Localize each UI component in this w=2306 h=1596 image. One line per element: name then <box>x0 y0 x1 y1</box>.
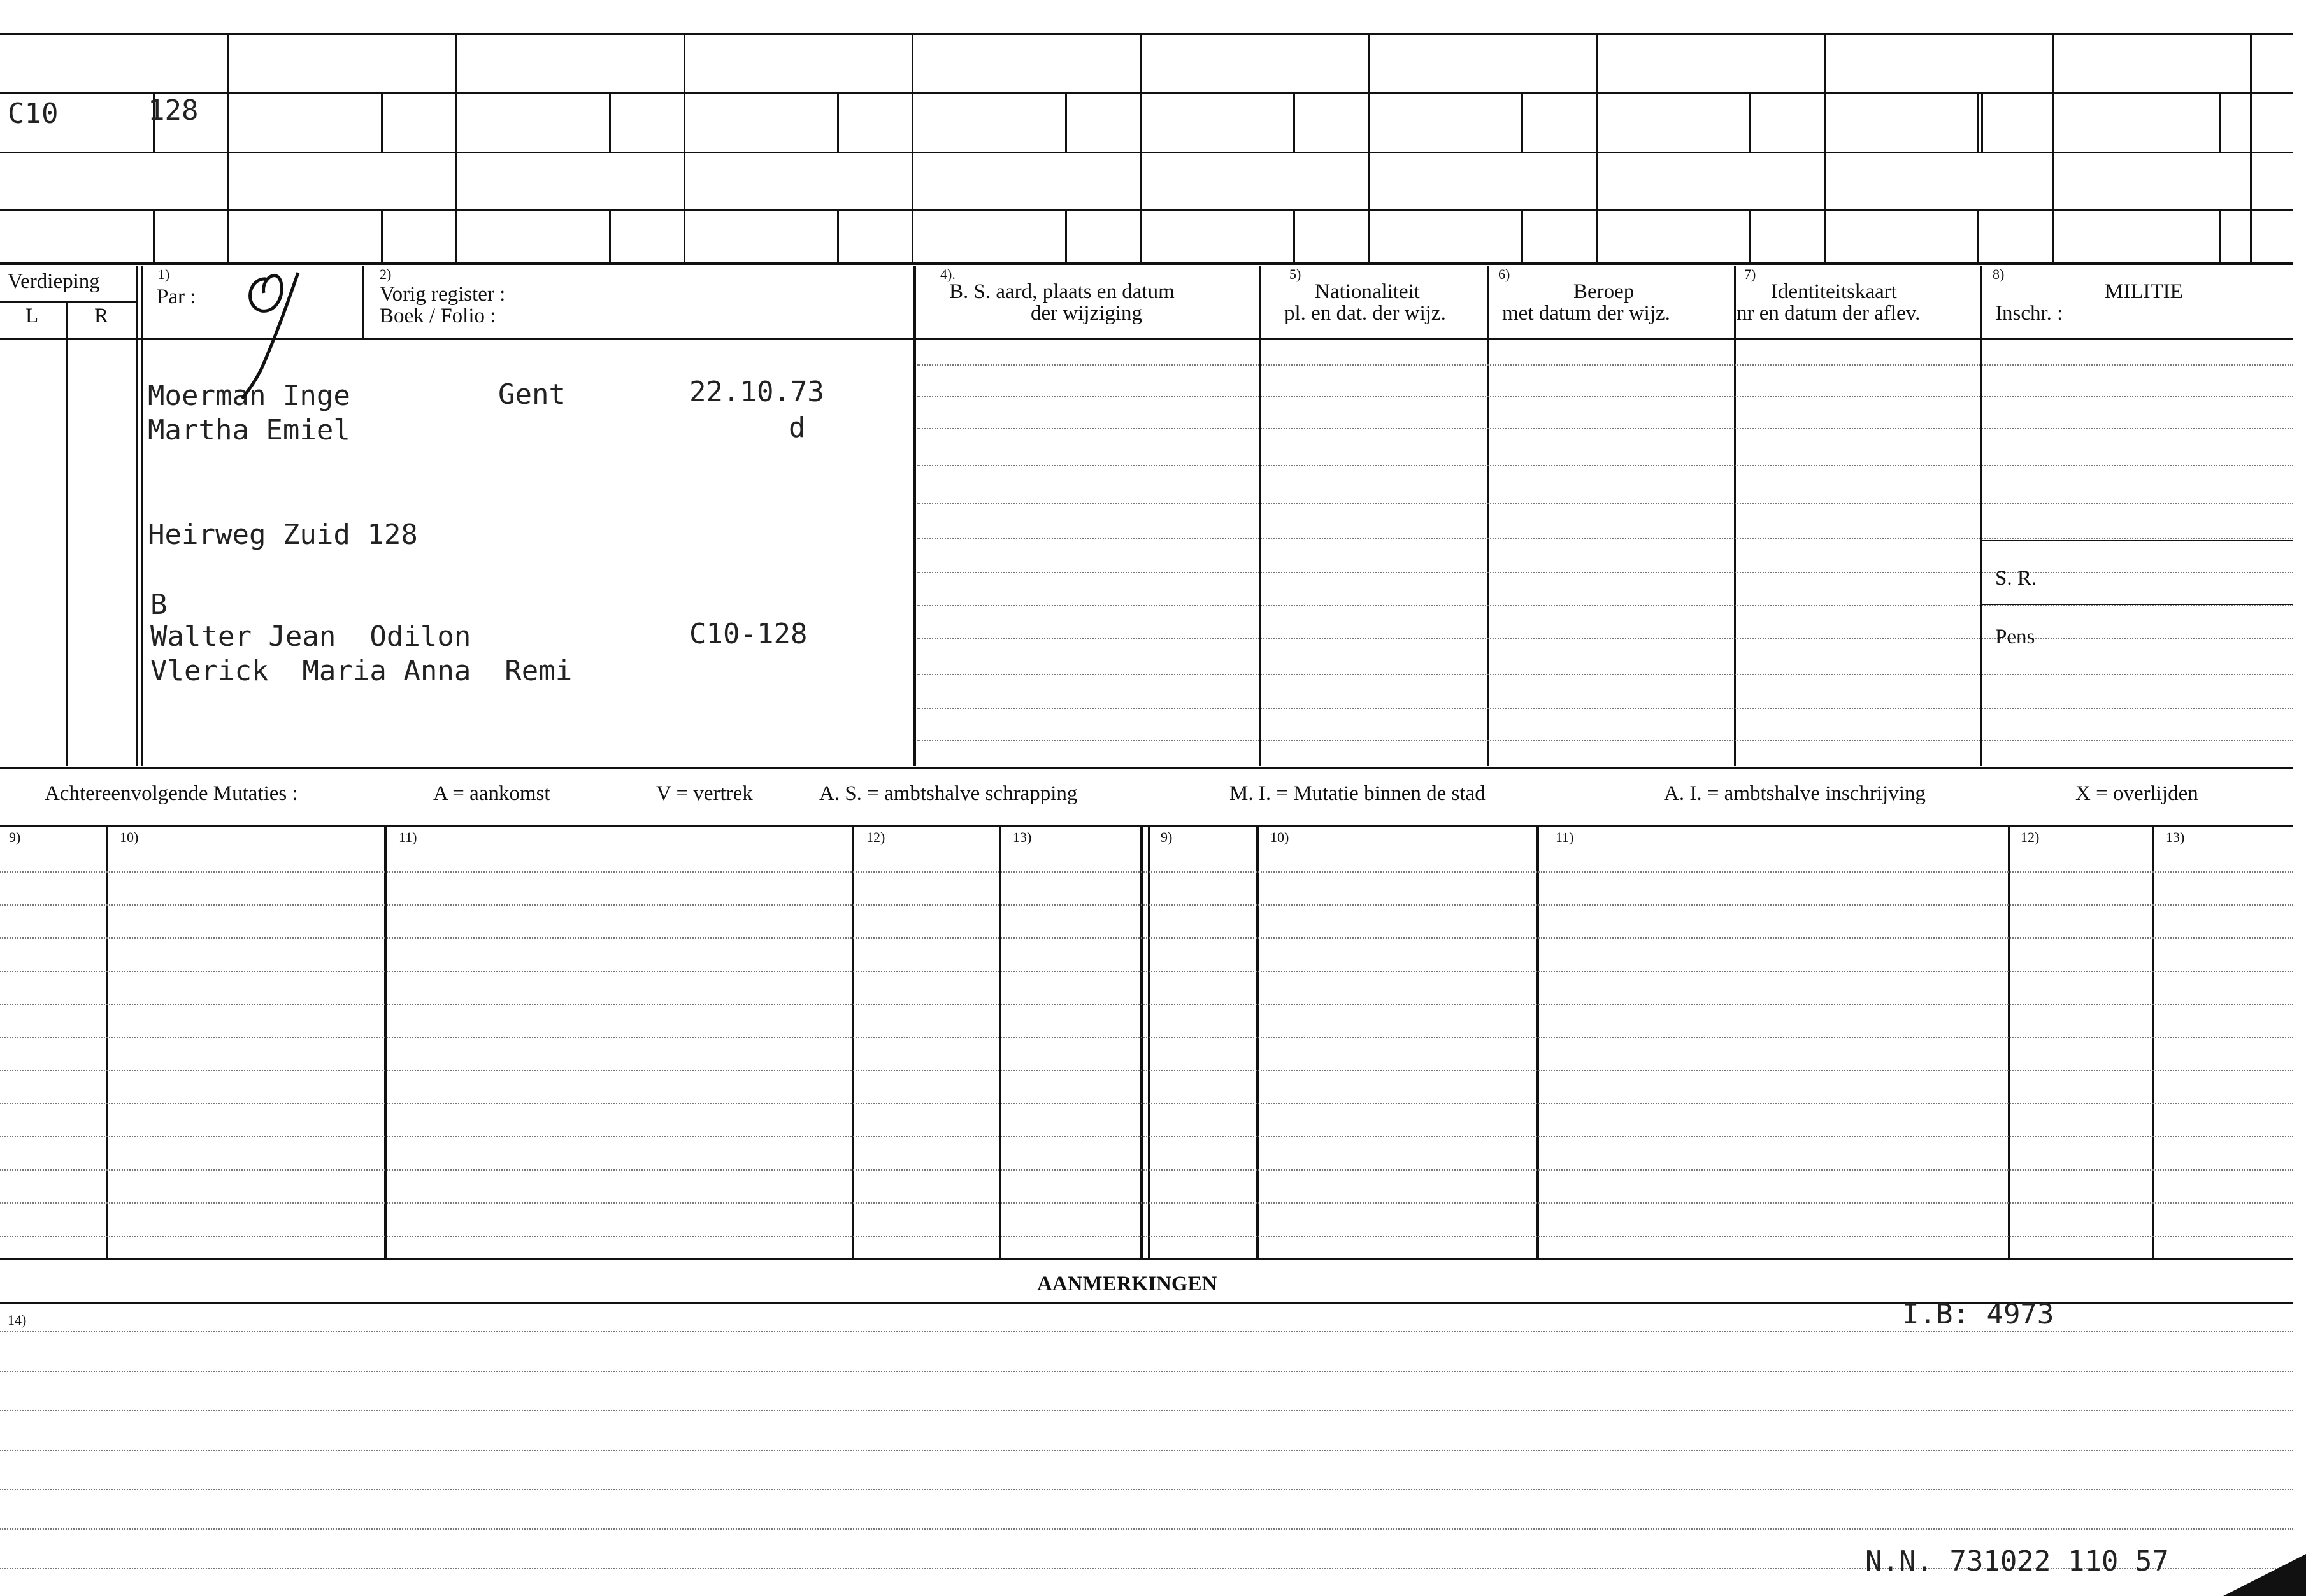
section-code: C10 <box>8 97 59 130</box>
remarks-number: 14) <box>8 1312 27 1328</box>
mut-col-12: 12) <box>866 829 885 845</box>
verdieping-right: R <box>94 304 109 327</box>
legend-v: V = vertrek <box>656 782 753 805</box>
col2-line2: Boek / Folio : <box>380 304 496 327</box>
address: Heirweg Zuid 128 <box>148 518 418 551</box>
birth-place: Gent <box>498 378 566 411</box>
col2-number: 2) <box>380 266 392 282</box>
mother-name: Vlerick Maria Anna Remi <box>150 655 573 687</box>
house-number: 128 <box>148 94 199 127</box>
mut-col-10: 10) <box>120 829 139 845</box>
verdieping-label: Verdieping <box>8 270 100 293</box>
nn-number: N.N. 731022 110 57 <box>1865 1545 2169 1578</box>
legend-as: A. S. = ambtshalve schrapping <box>819 782 1078 805</box>
letter-code: B <box>150 588 168 621</box>
col4-number: 4). <box>940 266 956 282</box>
mut-col-11b: 11) <box>1556 829 1574 845</box>
mut-col-13: 13) <box>1013 829 1032 845</box>
handwritten-mark-icon <box>217 267 319 401</box>
col4-line2: der wijziging <box>1031 302 1143 325</box>
col2-line1: Vorig register : <box>380 283 506 306</box>
col6-number: 6) <box>1498 266 1510 282</box>
mut-col-9b: 9) <box>1161 829 1173 845</box>
inschr-label: Inschr. : <box>1995 302 2063 325</box>
col7-line2: nr en datum der aflev. <box>1737 302 1921 325</box>
legend-ai: A. I. = ambtshalve inschrijving <box>1664 782 1926 805</box>
corner-fold-icon <box>2223 1554 2306 1596</box>
mut-col-12b: 12) <box>2021 829 2040 845</box>
remarks-title: AANMERKINGEN <box>1037 1272 1217 1295</box>
name-line2: Martha Emiel <box>148 414 350 446</box>
col6-line1: Beroep <box>1573 280 1635 303</box>
mut-col-9: 9) <box>9 829 21 845</box>
col5-number: 5) <box>1289 266 1301 282</box>
col5-line2: pl. en dat. der wijz. <box>1284 302 1446 325</box>
col7-number: 7) <box>1744 266 1756 282</box>
reference-code: C10-128 <box>689 618 808 650</box>
legend-x: X = overlijden <box>2075 782 2198 805</box>
col6-line2: met datum der wijz. <box>1502 302 1670 325</box>
col4-line1: B. S. aard, plaats en datum <box>949 280 1175 303</box>
col1-number: 1) <box>158 266 170 282</box>
pens-label: Pens <box>1995 625 2035 648</box>
verdieping-left: L <box>25 304 39 327</box>
name-line1: Moerman Inge <box>148 380 350 412</box>
father-name: Walter Jean Odilon <box>150 620 471 653</box>
col5-line1: Nationaliteit <box>1315 280 1420 303</box>
col8-number: 8) <box>1993 266 2005 282</box>
mut-col-13b: 13) <box>2166 829 2185 845</box>
ib-number: I.B: 4973 <box>1902 1298 2054 1330</box>
legend-a: A = aankomst <box>433 782 550 805</box>
mut-col-11: 11) <box>399 829 417 845</box>
col7-line1: Identiteitskaart <box>1771 280 1897 303</box>
mut-col-10b: 10) <box>1270 829 1289 845</box>
col1-label: Par : <box>157 285 196 308</box>
legend-mi: M. I. = Mutatie binnen de stad <box>1229 782 1486 805</box>
militie-label: MILITIE <box>2105 280 2183 303</box>
legend-title: Achtereenvolgende Mutaties : <box>45 782 298 805</box>
birth-date: 22.10.73 <box>689 376 824 408</box>
sr-label: S. R. <box>1995 567 2037 590</box>
gender-mark: d <box>789 411 806 444</box>
